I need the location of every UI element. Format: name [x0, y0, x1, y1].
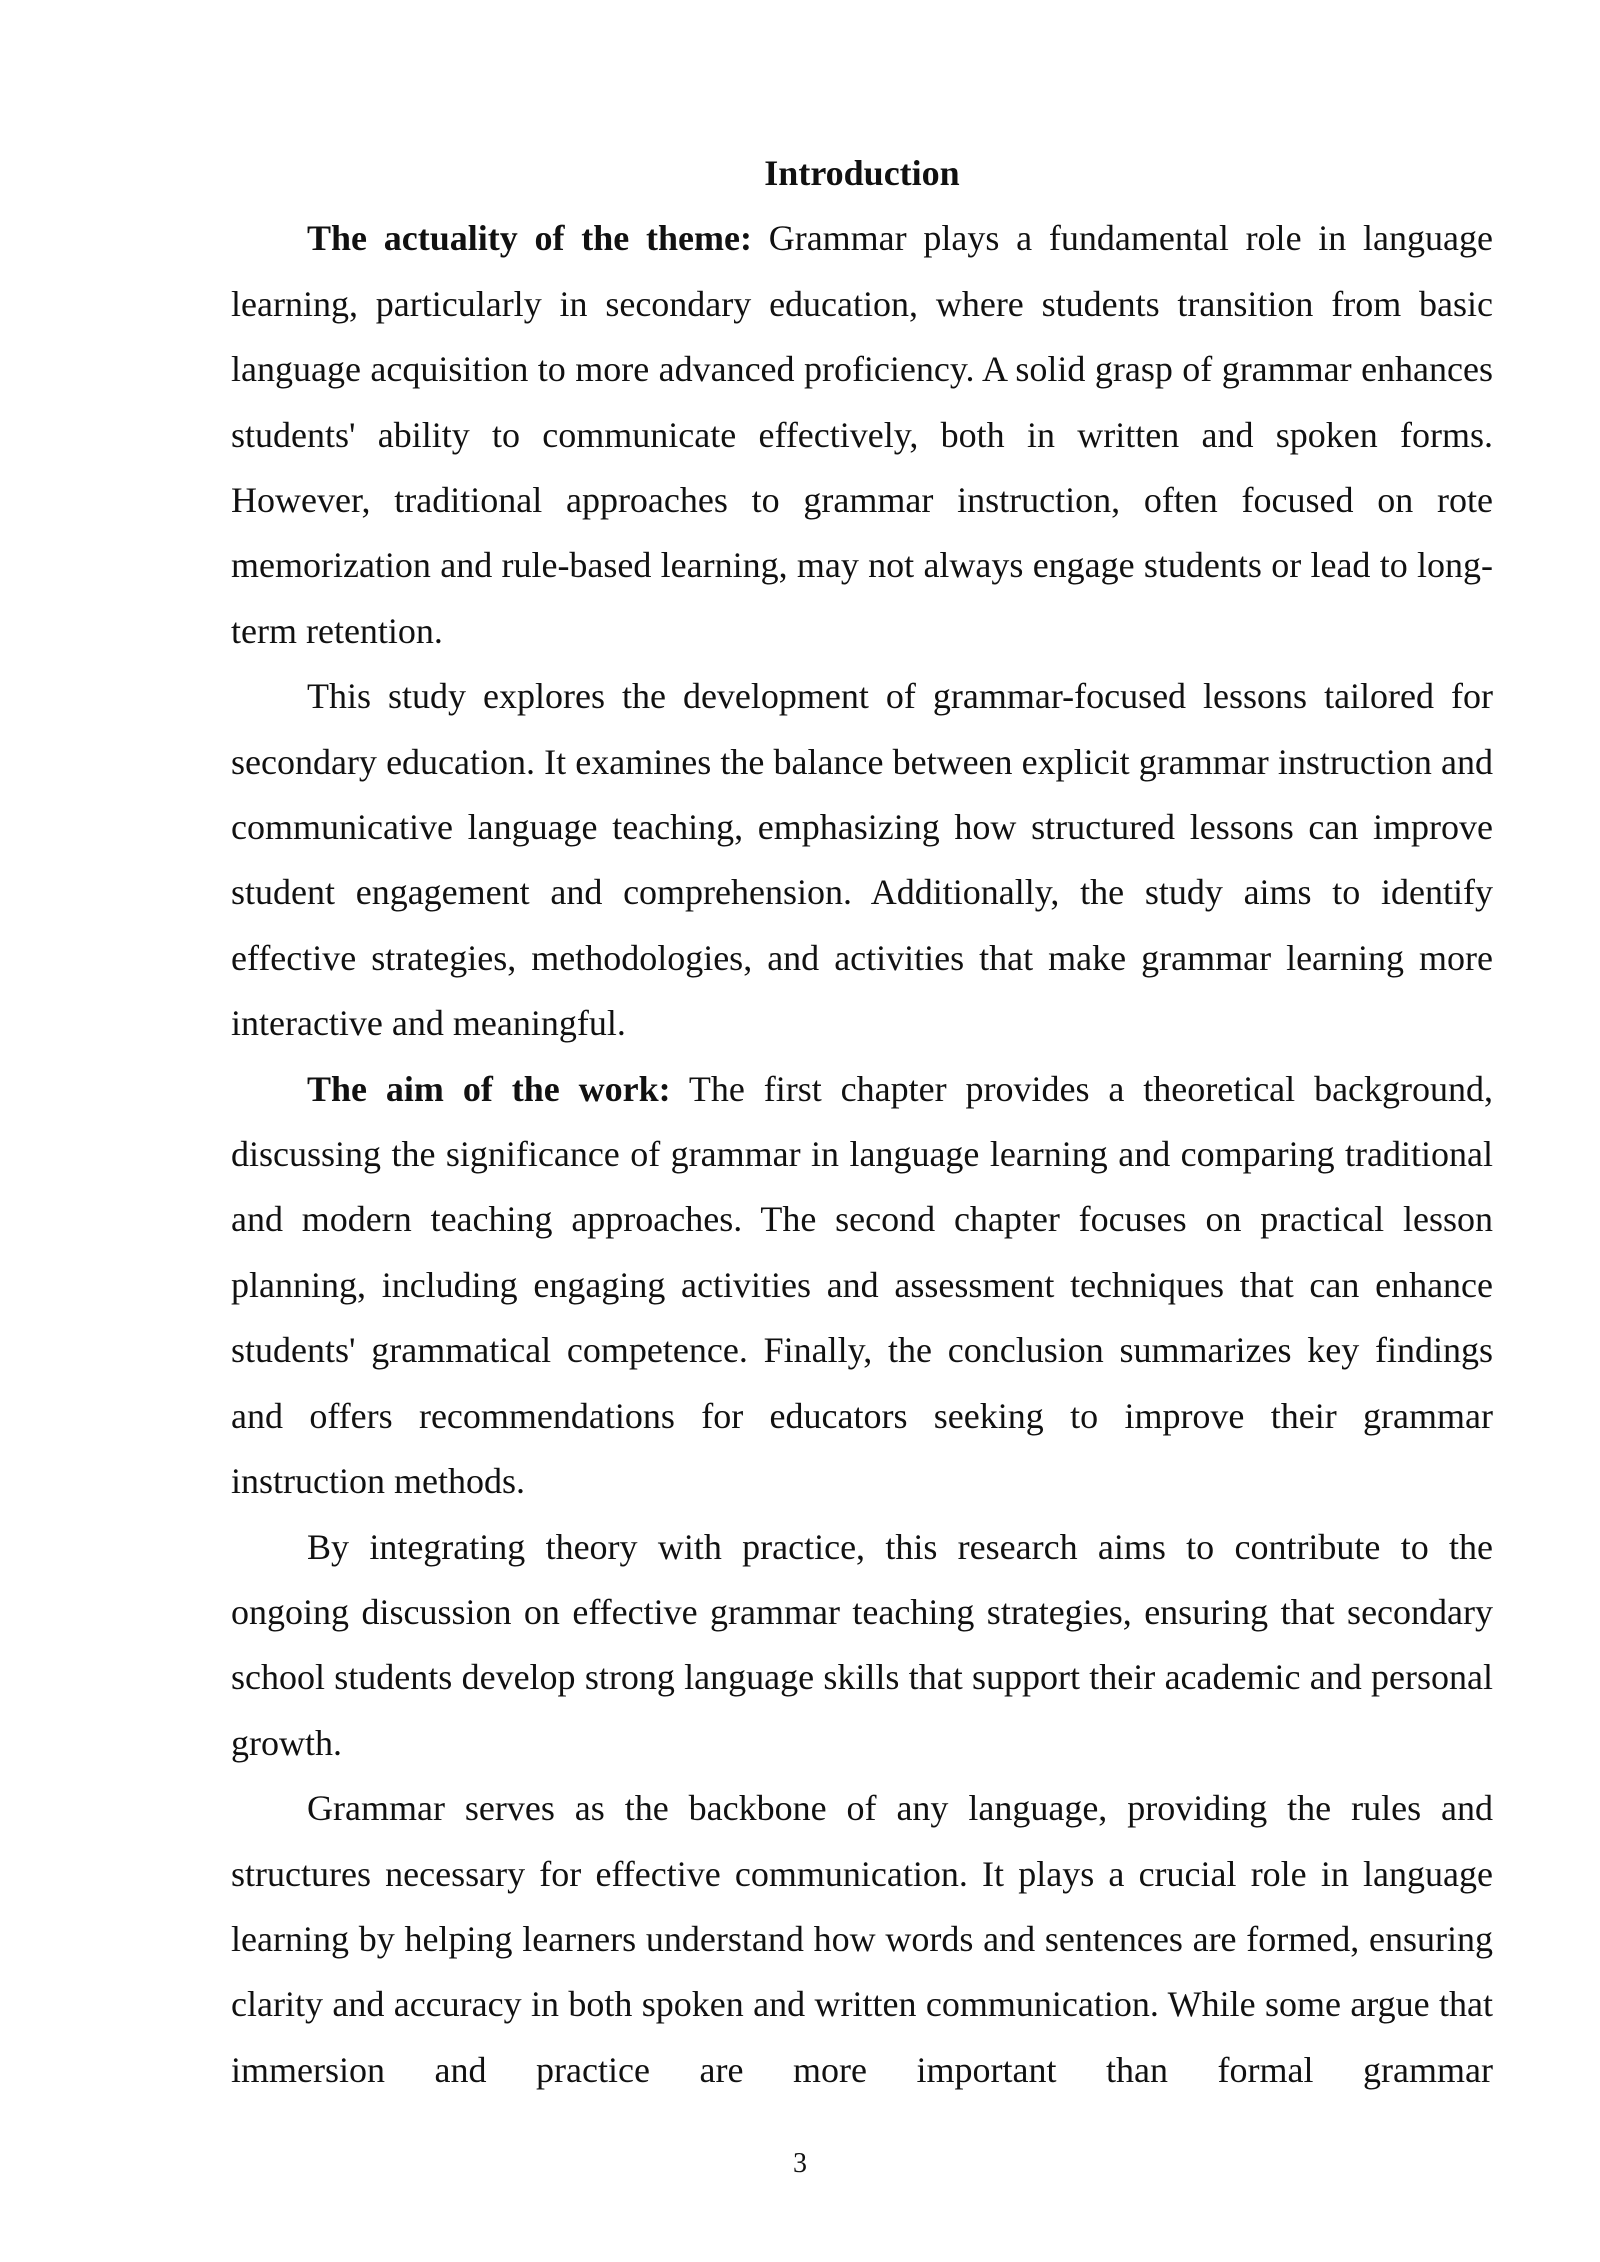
page-title: Introduction [764, 153, 960, 193]
paragraph-integration: By integrating theory with practice, this research aims to contribute to the ongoing discussion on effective grammar teaching strategies, ensuring that secondary school students develop strong language skills that support their academic and personal growth. [231, 1526, 1493, 1763]
page-number: 3 [793, 2148, 807, 2179]
paragraph-aim [231, 1057, 1493, 1515]
paragraph-lead-aim: The aim of the work: [307, 1068, 671, 1109]
paragraph-study: This study explores the development of grammar-focused lessons tailored for secondary education. It examines the balance between explicit grammar instruction and communicative language teaching, emphasizing how structured lessons can improve student engagement and comprehension. Additionally, the study aims to identify effective strategies, methodologies, and activities that make grammar learning more interactive and meaningful. [231, 676, 1493, 1044]
paragraph-text-actuality: Grammar plays a fundamental role in language learning, particularly in secondary education, where students transition from basic language acquisition to more advanced proficiency. A solid grasp of grammar enhances students' ability to communicate effectively, both in written and spoken forms. However, traditional approaches to grammar instruction, often focused on rote memorization and rule-based learning, may not always engage students or lead to long-term retention. [231, 218, 1493, 651]
paragraph-grammar-backbone: Grammar serves as the backbone of any language, providing the rules and structures necessary for effective communication. It plays a crucial role in language learning by helping learners understand how words and sentences are formed, ensuring clarity and accuracy in both spoken and written communication. While some argue that immersion and practice are more important than formal grammar [231, 1788, 1493, 2090]
page-body [231, 141, 1493, 2103]
paragraph-actuality [231, 206, 1493, 664]
paragraph-lead-actuality: The actuality of the theme: [307, 218, 752, 259]
paragraph-text-aim: The first chapter provides a theoretical background, discussing the significance of grammar in language learning and comparing traditional and modern teaching approaches. The second chapter focuses on practical lesson planning, including engaging activities and assessment techniques that can enhance students' grammatical competence. Finally, the conclusion summarizes key findings and offers recommendations for educators seeking to improve their grammar instruction methods. [231, 1068, 1494, 1502]
